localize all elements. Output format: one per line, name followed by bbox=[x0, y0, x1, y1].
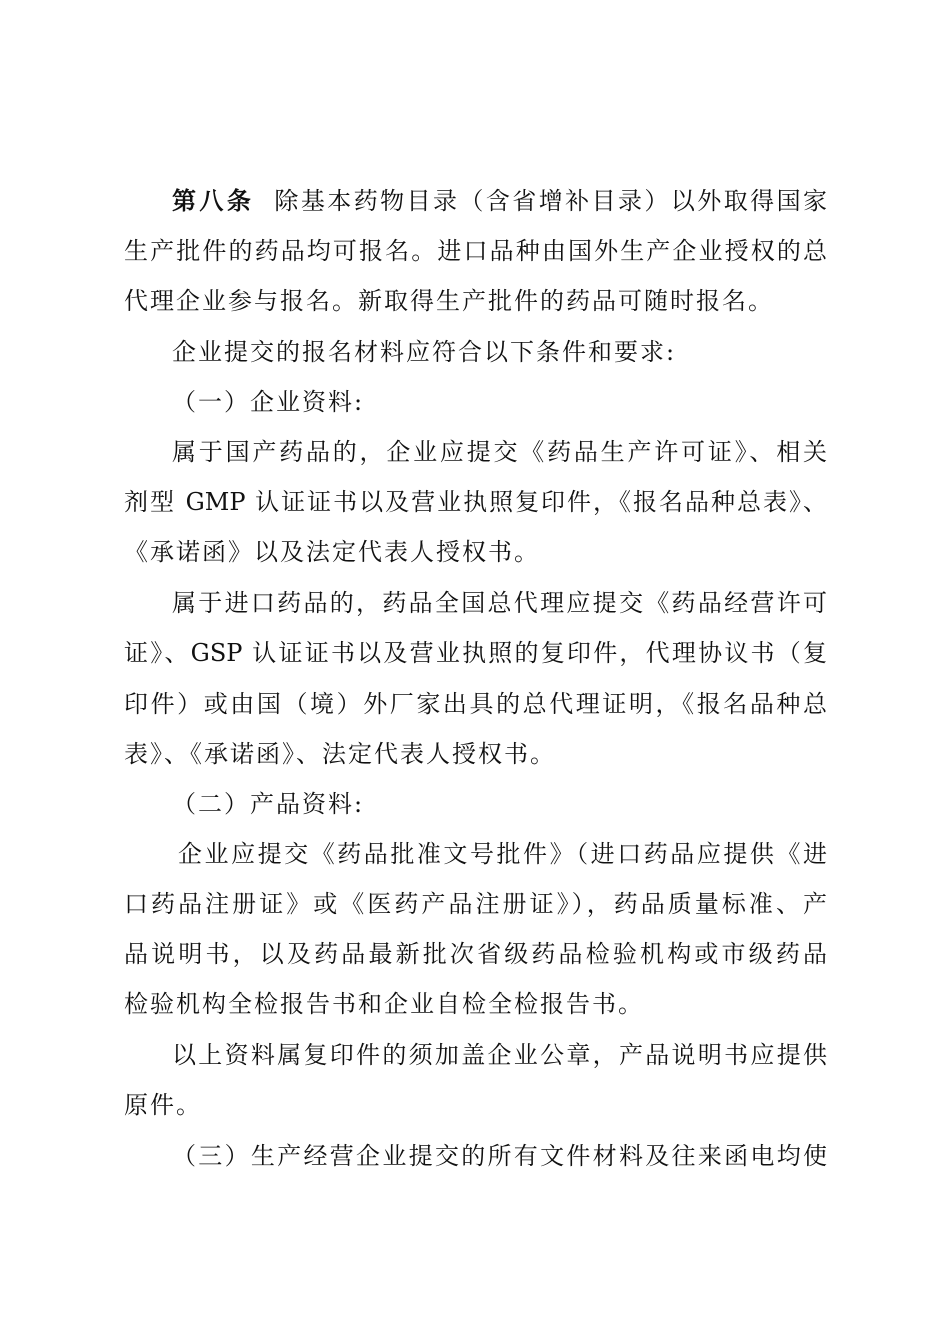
section1-imported-line-1: 证》、GSP 认证证书以及营业执照的复印件，代理协议书（复 bbox=[124, 639, 827, 667]
article-line-2: 代理企业参与报名。新取得生产批件的药品可随时报名。 bbox=[124, 287, 774, 315]
section2-title: （二）产品资料: bbox=[172, 790, 365, 818]
intro-text: 企业提交的报名材料应符合以下条件和要求: bbox=[172, 338, 677, 366]
section2-line-1: 口药品注册证》或《医药产品注册证》），药品质量标准、产 bbox=[124, 890, 827, 918]
article-line-0: 除基本药物目录（含省增补目录）以外取得国家 bbox=[274, 187, 827, 215]
section2-line-3: 检验机构全检报告书和企业自检全检报告书。 bbox=[124, 990, 644, 1018]
section1-imported-line-3: 表》、《承诺函》、法定代表人授权书。 bbox=[124, 740, 556, 768]
section3-first-line: （三）生产经营企业提交的所有文件材料及往来函电均使 bbox=[172, 1142, 827, 1170]
section2-note-line-1: 原件。 bbox=[124, 1091, 202, 1119]
section1-imported-line-0: 属于进口药品的，药品全国总代理应提交《药品经营许可 bbox=[172, 589, 827, 617]
section1-domestic-line-1: 剂型 GMP 认证证书以及营业执照复印件，《报名品种总表》、 bbox=[124, 488, 827, 516]
section2-line-2: 品说明书，以及药品最新批次省级药品检验机构或市级药品 bbox=[124, 940, 827, 968]
section2-note-line-0: 以上资料属复印件的须加盖企业公章，产品说明书应提供 bbox=[172, 1041, 827, 1069]
article-line-1: 生产批件的药品均可报名。进口品种由国外生产企业授权的总 bbox=[124, 237, 827, 265]
article-first-line bbox=[172, 181, 827, 221]
article-heading: 第八条 bbox=[172, 186, 255, 215]
section1-domestic-line-0: 属于国产药品的，企业应提交《药品生产许可证》、相关 bbox=[172, 438, 827, 466]
section1-title: （一）企业资料: bbox=[172, 388, 365, 416]
section1-domestic-line-2: 《承诺函》以及法定代表人授权书。 bbox=[124, 538, 540, 566]
section2-line-0: 企业应提交《药品批准文号批件》（进口药品应提供《进 bbox=[178, 840, 827, 868]
section1-imported-line-2: 印件）或由国（境）外厂家出具的总代理证明，《报名品种总 bbox=[124, 690, 827, 718]
